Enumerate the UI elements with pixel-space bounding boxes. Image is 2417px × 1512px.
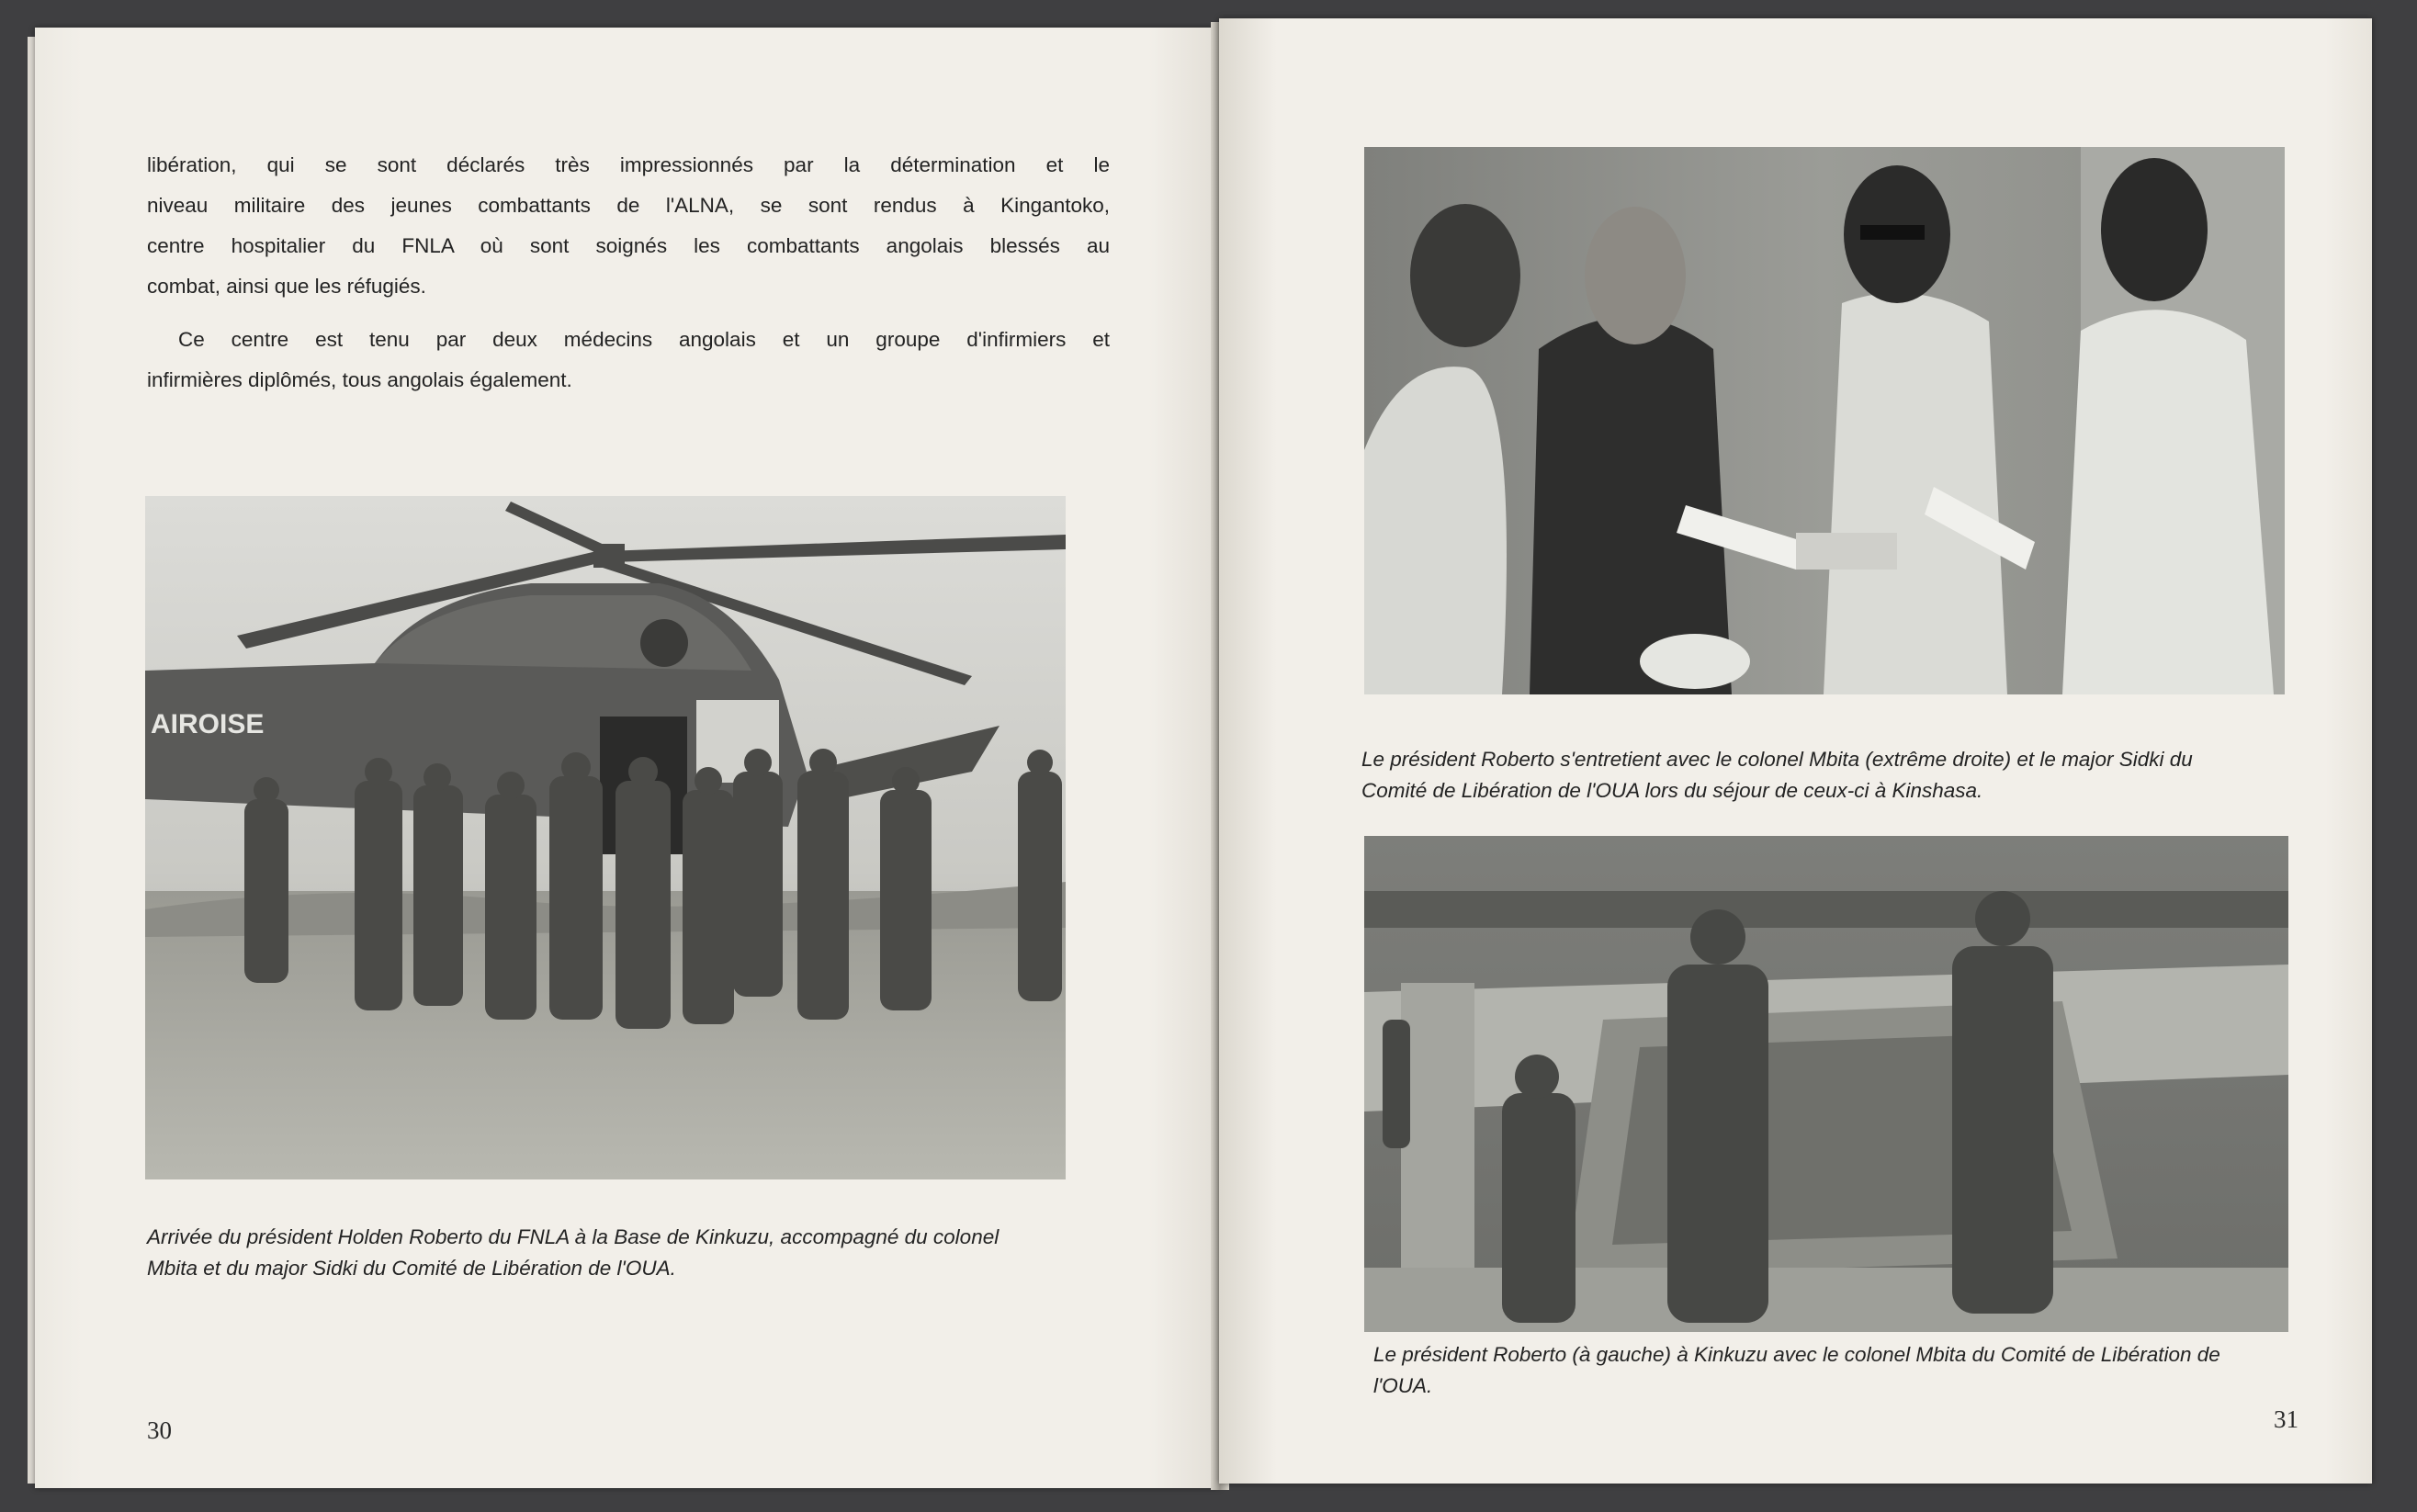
helicopter-photo: [145, 496, 1066, 1179]
helicopter-photo-image: [145, 496, 1066, 1179]
left-page: [35, 28, 1220, 1488]
photo-caption-line: Le président Roberto (à gauche) à Kinkuzu avec le colonel Mbita du Comité de Libération de: [1373, 1343, 2220, 1366]
meeting-photo-image: [1364, 147, 2285, 694]
body-line: Ce centre est tenu par deux médecins angolais et un groupe d'infirmiers et: [178, 328, 1110, 351]
page-number: 30: [147, 1416, 172, 1444]
body-line: centre hospitalier du FNLA où sont soignés les combattants angolais blessés au: [147, 234, 1110, 257]
right-page: [1219, 18, 2372, 1484]
kinkuzu-photo-image: [1364, 836, 2288, 1332]
meeting-photo: [1364, 147, 2285, 694]
kinkuzu-photo: [1364, 836, 2288, 1332]
body-line: combat, ainsi que les réfugiés.: [147, 275, 426, 298]
body-line: infirmières diplômés, tous angolais également.: [147, 368, 572, 391]
photo-caption-line: l'OUA.: [1373, 1374, 1433, 1397]
page-number: 31: [2274, 1405, 2298, 1433]
helicopter-lettering: AIROISE: [151, 709, 265, 739]
body-line: libération, qui se sont déclarés très impressionnés par la détermination et le: [147, 153, 1110, 176]
photo-caption-line: Mbita et du major Sidki du Comité de Libération de l'OUA.: [147, 1257, 676, 1280]
body-line: niveau militaire des jeunes combattants de l'ALNA, se sont rendus à Kingantoko,: [147, 194, 1110, 217]
photo-caption-line: Comité de Libération de l'OUA lors du séjour de ceux-ci à Kinshasa.: [1361, 779, 1983, 802]
photo-caption-line: Arrivée du président Holden Roberto du FNLA à la Base de Kinkuzu, accompagné du colonel: [147, 1225, 1000, 1248]
photo-caption-line: Le président Roberto s'entretient avec le colonel Mbita (extrême droite) et le major Sidki du: [1361, 748, 2193, 771]
